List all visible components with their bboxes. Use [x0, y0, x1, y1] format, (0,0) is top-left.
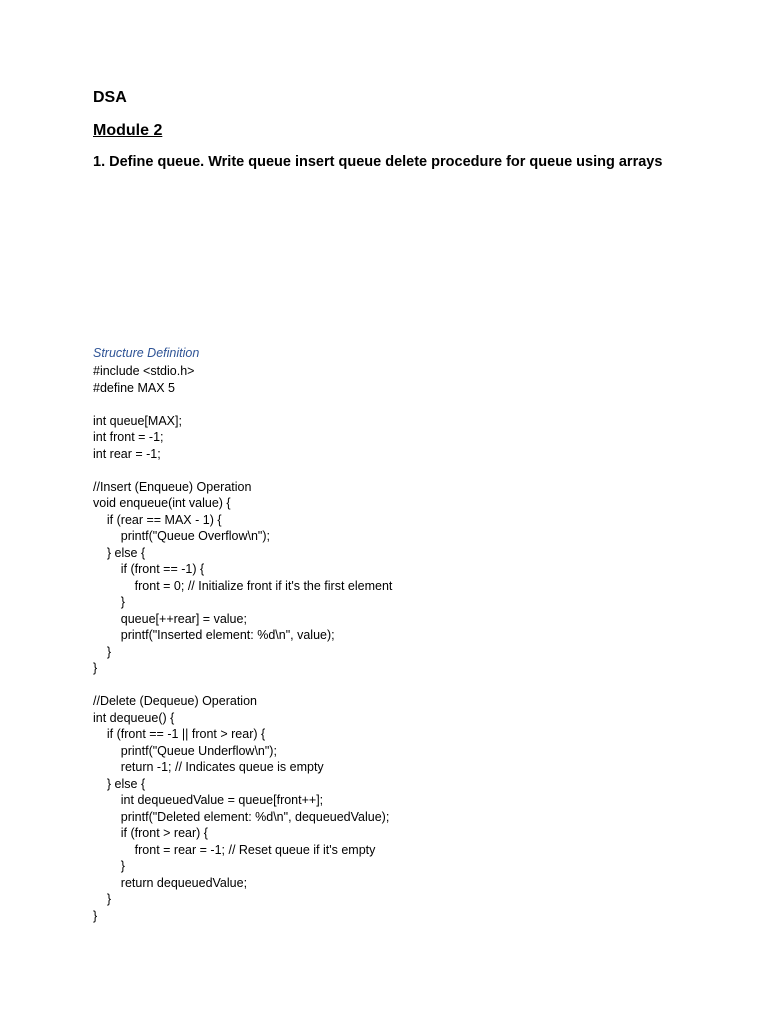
code-line: }	[93, 908, 98, 923]
code-line: int front = -1;	[93, 430, 164, 444]
code-line	[93, 396, 392, 413]
code-line: void enqueue(int value) {	[93, 496, 231, 510]
code-line: //Delete (Dequeue) Operation	[93, 694, 257, 708]
code-line: }	[93, 595, 125, 609]
code-line: } else {	[93, 776, 146, 791]
code-line: //Insert (Enqueue) Operation	[93, 479, 252, 494]
code-block	[93, 363, 392, 924]
module-heading: Module 2	[93, 122, 163, 139]
code-line: printf("Queue Overflow\n");	[93, 529, 270, 543]
code-line: }	[93, 892, 112, 906]
code-line	[93, 677, 392, 694]
code-line: printf("Inserted element: %d\n", value);	[93, 628, 335, 642]
code-line: }	[93, 644, 112, 659]
code-line: return -1; // Indicates queue is empty	[93, 760, 324, 774]
code-line: printf("Deleted element: %d\n", dequeuedValue);	[93, 809, 390, 824]
code-line: }	[93, 859, 125, 873]
question-text: 1. Define queue. Write queue insert queue delete procedure for queue using arrays	[93, 154, 663, 170]
code-line: printf("Queue Underflow\n");	[93, 743, 277, 758]
code-line: } else {	[93, 545, 146, 560]
code-line: #define MAX 5	[93, 380, 175, 395]
structure-definition-heading: Structure Definition	[93, 346, 200, 360]
code-line: front = rear = -1; // Reset queue if it's empty	[93, 842, 376, 857]
code-line: front = 0; // Initialize front if it's the first element	[93, 578, 393, 593]
code-line: return dequeuedValue;	[93, 875, 248, 890]
code-line: int dequeuedValue = queue[front++];	[93, 793, 324, 807]
code-line	[93, 462, 392, 479]
code-line: int dequeue() {	[93, 710, 175, 725]
code-line: if (front > rear) {	[93, 826, 208, 840]
code-line: }	[93, 661, 98, 675]
code-line: if (rear == MAX - 1) {	[93, 512, 222, 527]
code-line: if (front == -1 || front > rear) {	[93, 727, 266, 741]
code-line: int rear = -1;	[93, 446, 161, 461]
document-title: DSA	[93, 89, 127, 106]
code-line: #include <stdio.h>	[93, 364, 195, 378]
code-line: queue[++rear] = value;	[93, 611, 247, 626]
code-line: if (front == -1) {	[93, 562, 205, 576]
code-line: int queue[MAX];	[93, 413, 182, 428]
